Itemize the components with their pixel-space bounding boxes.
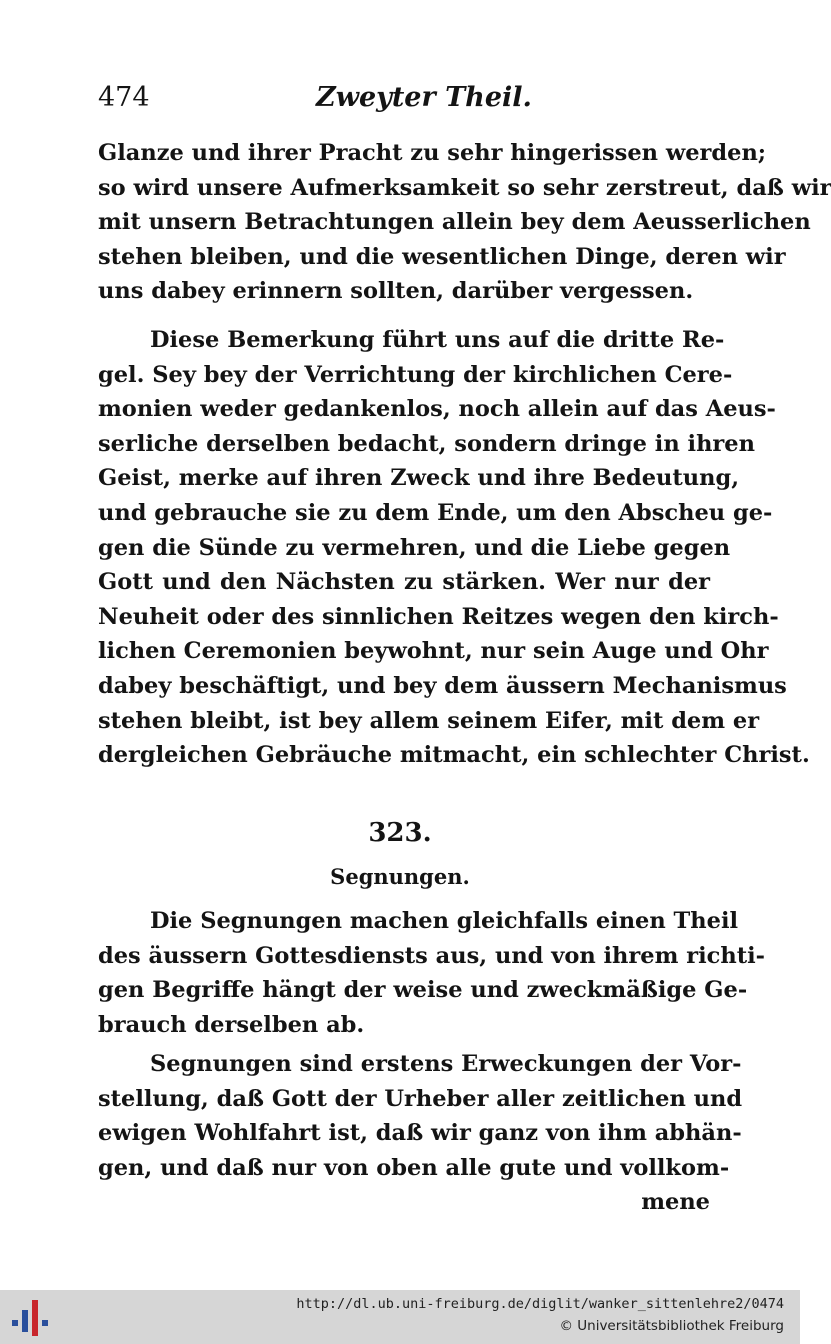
paragraph-1 [98,136,831,309]
section-title: Segnungen. [330,864,470,889]
text-line: Glanze und ihrer Pracht zu sehr hingerissen werden; [98,140,767,166]
text-line: mit unsern Betrachtungen allein bey dem Aeusserlichen [98,209,811,236]
viewer-footer [0,1290,800,1344]
page-header [98,82,710,122]
text-line: gel. Sey bey der Verrichtung der kirchlichen Cere- [98,361,733,388]
text-line: Segnungen sind erstens Erweckungen der Vor- [150,1051,742,1077]
text-line: und gebrauche sie zu dem Ende, um den Abscheu ge- [98,499,773,526]
section-number: 323. [368,818,432,848]
page-number: 474 [98,82,150,113]
text-line: monien weder gedankenlos, noch allein auf das Aeus- [98,396,776,423]
text-line: Gott und den Nächsten zu stärken. Wer nur der [98,569,710,596]
running-head: Zweyter Theil. [316,82,532,113]
text-line: lichen Ceremonien beywohnt, nur sein Auge und Ohr [98,638,769,665]
copyright-notice: © Universitätsbibliothek Freiburg [559,1318,784,1334]
paragraph-2 [98,323,810,773]
text-line: dabey beschäftigt, und bey dem äussern Mechanismus [98,672,787,699]
text-line: stehen bleibt, ist bey allem seinem Eifer, mit dem er [98,707,760,734]
text-line: uns dabey erinnern sollten, darüber vergessen. [98,278,694,305]
text-line: stehen bleiben, und die wesentlichen Dinge, deren wir [98,243,786,270]
text-line: Geist, merke auf ihren Zweck und ihre Bedeutung, [98,465,740,492]
text-line: gen, und daß nur von oben alle gute und vollkom- [98,1154,730,1181]
paragraph-4 [98,1047,743,1220]
text-line: des äussern Gottesdiensts aus, und von ihrem richti- [98,942,765,969]
permalink-link[interactable]: http://dl.ub.uni-freiburg.de/diglit/wanker_sittenlehre2/0474 [296,1296,784,1312]
text-line: serliche derselben bedacht, sondern dringe in ihren [98,430,755,457]
text-line: so wird unsere Aufmerksamkeit so sehr zerstreut, daß wir [98,174,831,201]
text-line: dergleichen Gebräuche mitmacht, ein schlechter Christ. [98,742,810,769]
text-line: Neuheit oder des sinnlichen Reitzes wegen den kirch- [98,603,779,630]
text-line: ewigen Wohlfahrt ist, daß wir ganz von ihm abhän- [98,1120,742,1147]
text-line: stellung, daß Gott der Urheber aller zeitlichen und [98,1085,743,1112]
text-line: gen Begriffe hängt der weise und zweckmäßige Ge- [98,977,748,1004]
library-logo-icon [10,1298,52,1338]
text-line: Die Segnungen machen gleichfalls einen Theil [150,908,739,934]
text-line: Diese Bemerkung führt uns auf die dritte Re- [150,327,725,353]
catchword: mene [641,1189,710,1216]
text-line: brauch derselben ab. [98,1011,365,1038]
text-line: gen die Sünde zu vermehren, und die Liebe gegen [98,534,731,561]
paragraph-3 [98,904,765,1042]
